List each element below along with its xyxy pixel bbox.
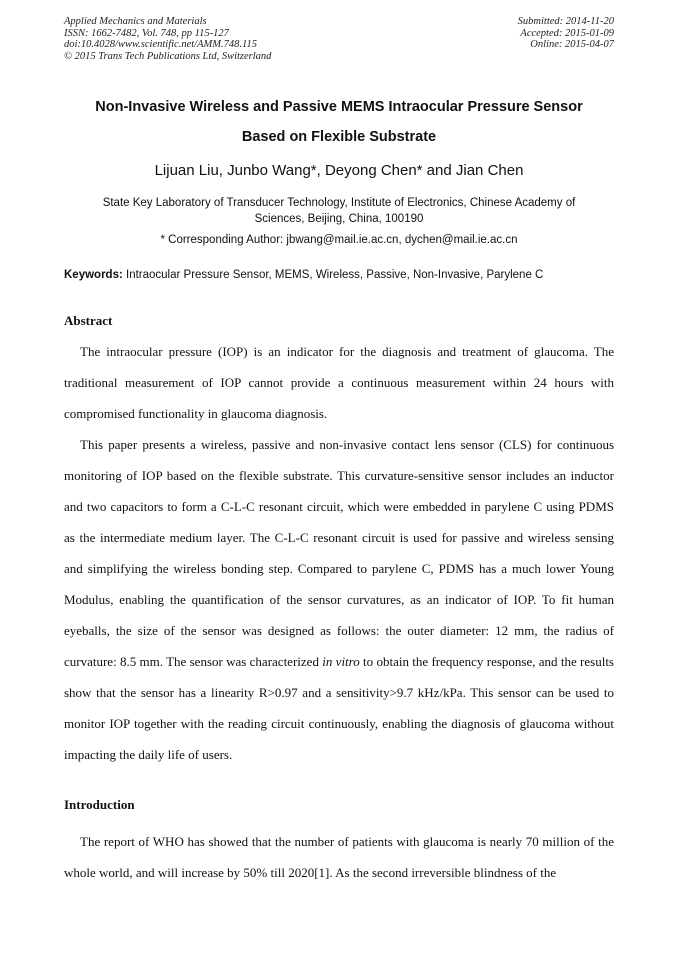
abstract-heading: Abstract — [64, 313, 113, 328]
introduction-body — [64, 826, 614, 888]
keywords-line — [64, 267, 624, 283]
abstract-p2-italic: in vitro — [322, 654, 360, 669]
affiliation — [70, 195, 608, 227]
abstract-paragraph-1: The intraocular pressure (IOP) is an indicator for the diagnosis and treatment of glaucoma. The traditional measurement of IOP cannot provide a continuous measurement within 24 hours with compromised functionality in glaucoma diagnosis. — [64, 344, 614, 421]
keywords-label: Keywords: — [64, 269, 123, 281]
author-list: Lijuan Liu, Junbo Wang*, Deyong Chen* and Jian Chen — [154, 162, 524, 179]
paper-title — [40, 92, 638, 152]
issn-line: ISSN: 1662-7482, Vol. 748, pp 115-127 — [64, 27, 229, 39]
title-line-2: Based on Flexible Substrate — [241, 129, 437, 145]
affiliation-line-2: Sciences, Beijing, China, 100190 — [254, 213, 424, 225]
introduction-heading: Introduction — [64, 797, 135, 812]
publication-info — [64, 16, 271, 62]
keywords-list: Intraocular Pressure Sensor, MEMS, Wireless, Passive, Non-Invasive, Parylene C — [126, 269, 544, 281]
abstract-paragraph-2 — [64, 429, 614, 770]
introduction-paragraph-1: The report of WHO has showed that the number of patients with glaucoma is nearly 70 million of the whole world, and will increase by 50% till 2020[1]. As the second irreversible blindness of the — [64, 834, 614, 880]
accepted-date: Accepted: 2015-01-09 — [520, 27, 614, 39]
affiliation-line-1: State Key Laboratory of Transducer Technology, Institute of Electronics, Chinese Academy of — [102, 197, 576, 209]
journal-name: Applied Mechanics and Materials — [64, 16, 207, 27]
online-date: Online: 2015-04-07 — [530, 39, 614, 50]
title-line-1: Non-Invasive Wireless and Passive MEMS Intraocular Pressure Sensor — [95, 99, 583, 115]
copyright-line: © 2015 Trans Tech Publications Ltd, Switzerland — [64, 50, 272, 62]
abstract-body — [64, 336, 614, 770]
doi-line: doi:10.4028/www.scientific.net/AMM.748.115 — [64, 39, 257, 50]
abstract-p2-part-1: This paper presents a wireless, passive and non-invasive contact lens sensor (CLS) for continuous monitoring of IOP based on the flexible substrate. This curvature-sensitive sensor includes an inductor and two capacitors to form a C-L-C resonant circuit, which were embedded in parylene C using PDMS as the intermediate medium layer. The C-L-C resonant circuit is used for passive and wireless sensing and simplifying the wireless bonding step. Compared to parylene C, PDMS has a much lower Young Modulus, enabling the quantification of the sensor curvatures, as an indicator of IOP. To fit human eyeballs, the size of the sensor was designed as follows: the outer diameter: 12 mm, the radius of curvature: 8.5 mm. The sensor was characterized — [64, 437, 614, 669]
publication-dates — [518, 16, 614, 51]
abstract-p2-part-2: to obtain the frequency response, and the results show that the sensor has a linearity R>0.97 and a sensitivity>9.7 kHz/kPa. This sensor can be used to monitor IOP together with the reading circuit continuously, enabling the diagnosis of glaucoma without impacting the daily life of users. — [64, 654, 614, 762]
submitted-date: Submitted: 2014-11-20 — [517, 16, 614, 27]
corresponding-author: * Corresponding Author: jbwang@mail.ie.ac.cn, dychen@mail.ie.ac.cn — [160, 234, 518, 246]
